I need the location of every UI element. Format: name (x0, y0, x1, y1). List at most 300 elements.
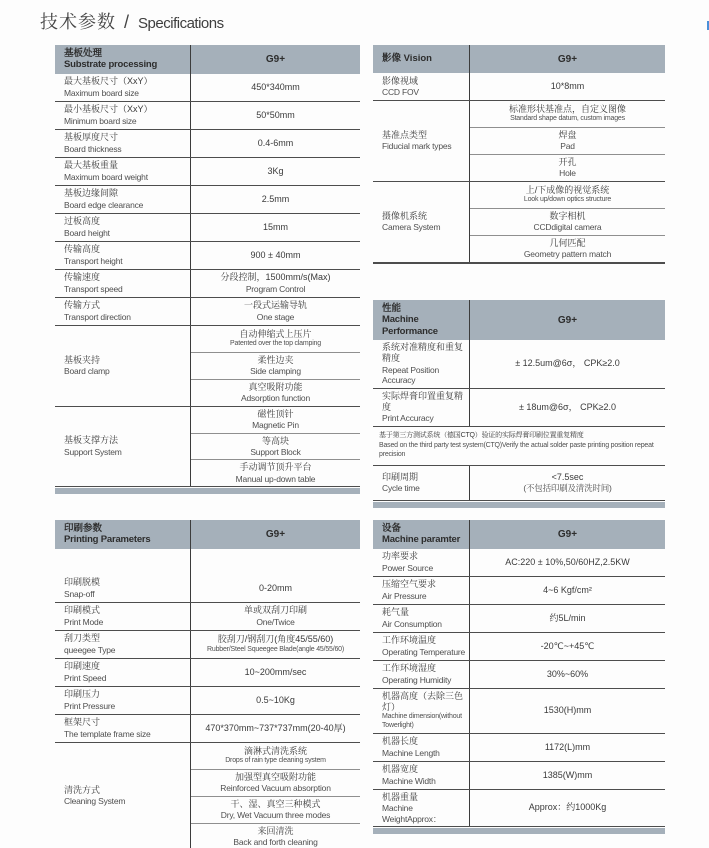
value-cell (470, 605, 665, 632)
value-cell (191, 214, 360, 241)
value-line-1: 0-20mm (258, 582, 292, 593)
value-cell (470, 154, 665, 181)
row-label-en: Power Source (382, 562, 433, 573)
value-cell (191, 242, 360, 269)
row-label (55, 214, 190, 241)
row-values (469, 734, 665, 761)
row-values (469, 389, 665, 426)
table-machine-performance (373, 300, 665, 508)
row-label-zh: 刮刀类型 (64, 633, 101, 644)
row-label (55, 242, 190, 269)
value-line-2: (不包括印刷及清洗时间) (523, 483, 612, 494)
table-row (55, 715, 360, 743)
table-row (55, 659, 360, 687)
value-line-1: 1172(L)mm (544, 741, 591, 752)
row-label (55, 659, 190, 686)
value-line-1: 干、湿、真空三种模式 (230, 798, 321, 809)
value-cell (470, 734, 665, 761)
row-label (55, 298, 190, 325)
row-label-zh: 基板支撑方法 (64, 435, 119, 446)
row-label-en: Board thickness (64, 143, 122, 154)
value-line-1: 0.5~10Kg (256, 694, 295, 705)
value-cell (191, 687, 360, 714)
value-line-1: 手动调节顶升平台 (239, 462, 312, 473)
table-title (373, 45, 469, 73)
row-label (373, 762, 469, 789)
value-cell (191, 102, 360, 129)
row-values (469, 101, 665, 181)
table-row (55, 603, 360, 631)
footer-bar (373, 828, 665, 834)
row-label-en: Print Mode (64, 616, 104, 627)
value-line-2: One stage (256, 311, 295, 322)
table-row (373, 605, 665, 633)
value-line-2: Geometry pattern match (523, 248, 612, 259)
row-label (373, 633, 469, 660)
value-cell (470, 208, 665, 235)
row-label-en: Machine dimension(without Towerlight) (382, 713, 462, 730)
row-values (190, 214, 360, 241)
row-label-en: Support System (64, 446, 122, 457)
row-label (373, 466, 469, 500)
row-label-zh: 基准点类型 (382, 129, 428, 140)
row-label-zh: 印刷压力 (64, 689, 101, 700)
value-line-2: Back and forth cleaning (233, 836, 318, 847)
table-printing-parameters (55, 520, 360, 848)
table-row (55, 687, 360, 715)
row-label (55, 186, 190, 213)
table-header (55, 45, 360, 74)
table-row (55, 186, 360, 214)
value-cell (470, 549, 665, 576)
row-label (55, 549, 190, 575)
value-cell (191, 326, 360, 352)
row-values (190, 130, 360, 157)
row-label-zh: 最小基板尺寸（XxY） (64, 104, 153, 115)
value-line-2: Adsorption function (241, 392, 310, 403)
value-cell (470, 577, 665, 604)
table-row (373, 466, 665, 501)
value-line-1: 450*340mm (251, 81, 300, 92)
value-line-2: Support Block (250, 446, 301, 457)
value-line-1: 900 ± 40mm (250, 249, 301, 260)
table-row (373, 734, 665, 762)
table-header (373, 520, 665, 549)
row-label (55, 407, 190, 487)
row-label-en: Camera System (382, 221, 441, 232)
row-label (55, 687, 190, 714)
value-line-1: ± 18um@6σ， CPK≥2.0 (518, 401, 617, 412)
row-label-zh: 工作环境湿度 (382, 663, 437, 674)
row-label-zh: 基板厚度尺寸 (64, 132, 119, 143)
row-values (190, 186, 360, 213)
value-line-1: 3Kg (267, 165, 284, 176)
row-label-en: Operating Temperature (382, 646, 466, 657)
table-header (373, 45, 665, 73)
row-values (469, 549, 665, 576)
value-cell (470, 340, 665, 388)
row-values (190, 549, 360, 575)
row-label-zh: 工作环境温度 (382, 635, 437, 646)
value-cell (191, 270, 360, 297)
row-label (55, 743, 190, 848)
row-label (55, 603, 190, 630)
value-line-2: Manual up-down table (235, 473, 316, 484)
value-line-1: 1530(H)mm (543, 705, 592, 716)
row-label-en: The template frame size (64, 728, 151, 739)
table-row (55, 130, 360, 158)
value-line-1: 约5L/min (549, 612, 586, 623)
row-label-en: Cleaning System (64, 796, 126, 807)
row-label-en: Fiducial mark types (382, 141, 452, 152)
value-line-1: 焊盘 (558, 130, 577, 140)
value-cell (191, 769, 360, 796)
value-line-1: 柔性边夹 (257, 354, 294, 365)
note-text-zh: 基于第三方测试系统（德国CTQ）验证的实际焊膏印刷位置重复精度 (379, 432, 584, 440)
value-cell (191, 659, 360, 686)
row-label (373, 389, 469, 426)
value-cell (191, 823, 360, 848)
column-header-g9: G9+ (469, 300, 665, 340)
value-line-1: 15mm (262, 221, 288, 232)
table-title-zh: 性能 (382, 303, 402, 314)
table-title-en: Printing Parameters (64, 534, 151, 546)
value-line-1: 标准形状基准点，自定义图像 (508, 104, 626, 114)
value-cell (470, 661, 665, 688)
table-row (373, 577, 665, 605)
row-label (373, 790, 469, 827)
row-values (190, 158, 360, 185)
value-line-2: Hole (559, 168, 576, 179)
row-label (55, 74, 190, 101)
row-label-zh: 压缩空气要求 (382, 579, 437, 590)
value-line-1: 来回清洗 (257, 825, 294, 836)
table-row (373, 633, 665, 661)
table-title-text: 影像 Vision (382, 53, 432, 65)
row-values (469, 466, 665, 500)
value-line-1: ± 12.5um@6σ， CPK≥2.0 (515, 358, 620, 369)
table-row (373, 73, 665, 101)
table-row (55, 74, 360, 102)
table-machine-parameter (373, 520, 665, 834)
column-header-g9: G9+ (190, 520, 360, 549)
row-label (55, 575, 190, 602)
value-line-1: 上/下成像的视觉系统 (525, 184, 610, 195)
value-line-2: One/Twice (256, 616, 295, 627)
row-label-en: Machine Width (382, 775, 436, 786)
value-cell (191, 74, 360, 101)
table-row (373, 101, 665, 182)
value-line-1: 分段控制，1500mm/s(Max) (220, 272, 331, 283)
value-cell (191, 433, 360, 460)
value-cell (191, 631, 360, 658)
row-label-en: Maximum board weight (64, 171, 148, 182)
table-title-en: Substrate processing (64, 59, 158, 71)
value-cell (191, 715, 360, 742)
row-label-en: Maximum board size (64, 87, 139, 98)
value-line-1: 1385(W)mm (542, 769, 593, 780)
value-cell (191, 352, 360, 379)
value-line-2: Rubber/Steel Squeegee Blade(angle 45/55/60) (207, 645, 344, 653)
row-label-zh: 机器高度（去除三色灯） (382, 690, 464, 713)
row-label (373, 577, 469, 604)
value-line-1: -20℃~+45℃ (540, 640, 595, 651)
row-label-en: Transport height (64, 255, 123, 266)
value-line-1: 0.4-6mm (257, 137, 294, 148)
row-values (190, 242, 360, 269)
row-values (190, 298, 360, 325)
row-label-zh: 清洗方式 (64, 785, 101, 796)
row-values (190, 743, 360, 848)
row-label-zh: 实际焊膏印置重复精度 (382, 390, 464, 413)
row-values (469, 762, 665, 789)
value-line-1: AC:220 ± 10%,50/60HZ,2.5KW (505, 556, 630, 567)
column-header-g9: G9+ (469, 520, 665, 549)
value-line-2: Standard shape datum, custom images (510, 115, 625, 123)
value-line-2: Look up/down optics structure (523, 196, 612, 203)
row-label-en: Minimum board size (64, 115, 137, 126)
table-title-zh: 设备 (382, 523, 402, 534)
value-line-2: Drops of rain type cleaning system (225, 757, 326, 765)
row-values (190, 631, 360, 658)
value-cell (191, 186, 360, 213)
table-row (373, 182, 665, 263)
row-label-en: Cycle time (382, 483, 420, 494)
row-label (373, 661, 469, 688)
row-label-en: Board height (64, 227, 110, 238)
row-label-en: Machine Length (382, 747, 440, 758)
row-label-zh: 基板边缘间隙 (64, 188, 119, 199)
table-row (373, 790, 665, 828)
value-cell (191, 407, 360, 433)
row-label-zh: 摄像机系统 (382, 210, 428, 221)
table-header (373, 300, 665, 340)
row-label-zh: 印刷速度 (64, 661, 101, 672)
row-values (469, 340, 665, 388)
row-label-en: Print Accuracy (382, 413, 434, 424)
value-line-2: Program Control (245, 283, 306, 294)
spacer-row (55, 549, 360, 575)
table-row (55, 631, 360, 659)
row-values (190, 603, 360, 630)
row-label-zh: 机器重量 (382, 791, 419, 802)
row-label (373, 689, 469, 733)
row-label-en: Operating Humidity (382, 674, 452, 685)
row-values (469, 577, 665, 604)
table-row (55, 158, 360, 186)
table-title-en: Machine paramter (382, 534, 461, 546)
row-values (190, 659, 360, 686)
row-label (373, 734, 469, 761)
table-title (373, 520, 469, 549)
row-values (469, 605, 665, 632)
table-substrate-processing (55, 45, 360, 494)
table-row (55, 242, 360, 270)
row-label (373, 605, 469, 632)
value-line-2: Magnetic Pin (252, 419, 299, 430)
row-label-zh: 影像视域 (382, 75, 419, 86)
row-label-zh: 过板高度 (64, 216, 101, 227)
row-label (373, 340, 469, 388)
table-row (373, 762, 665, 790)
value-line-1: 30%~60% (546, 668, 589, 679)
row-label-zh: 最大基板尺寸（XxY） (64, 76, 153, 87)
value-line-1: 滴淋式清洗系统 (243, 745, 307, 756)
table-title (55, 45, 190, 74)
value-cell (470, 762, 665, 789)
value-cell (470, 127, 665, 154)
value-cell (470, 235, 665, 262)
row-values (190, 575, 360, 602)
value-line-1: 等高块 (261, 435, 289, 446)
row-label (373, 549, 469, 576)
table-row (55, 326, 360, 407)
value-line-1: <7.5sec (551, 471, 584, 482)
row-values (469, 661, 665, 688)
row-values (190, 715, 360, 742)
note-row (373, 427, 665, 466)
row-label-en: queegee Type (64, 644, 116, 655)
row-values (190, 74, 360, 101)
value-line-1: 4~6 Kgf/cm² (543, 584, 592, 595)
page-title (40, 8, 224, 34)
row-values (190, 326, 360, 406)
row-label-en: Transport direction (64, 311, 131, 322)
row-label-en: Snap-off (64, 588, 95, 599)
table-row (55, 214, 360, 242)
value-line-1: 10*8mm (550, 80, 585, 91)
row-values (190, 407, 360, 487)
value-line-1: 磁性顶针 (257, 408, 294, 419)
row-values (469, 73, 665, 100)
table-vision (373, 45, 665, 264)
table-title-en: Machine Performance (382, 314, 438, 337)
row-label-zh: 机器宽度 (382, 764, 419, 775)
row-label-zh: 基板夹持 (64, 354, 101, 365)
value-cell (191, 298, 360, 325)
value-cell (191, 796, 360, 823)
value-cell (191, 743, 360, 769)
table-row (55, 270, 360, 298)
value-cell (470, 73, 665, 100)
row-label-en: Repeat Position Accuracy (382, 364, 440, 386)
row-label-zh: 印刷模式 (64, 605, 101, 616)
value-line-1: 胶刮刀/钢刮刀(角度45/55/60) (217, 634, 334, 645)
table-title (55, 520, 190, 549)
row-values (190, 687, 360, 714)
row-label-en: Air Pressure (382, 590, 427, 601)
row-label-zh: 系统对准精度和重复精度 (382, 342, 464, 364)
value-line-1: 10~200mm/sec (244, 666, 307, 677)
row-label-zh: 印刷周期 (382, 471, 419, 482)
page-title-en: Specifications (138, 15, 224, 32)
value-line-1: 加强型真空吸附功能 (234, 771, 316, 782)
table-row (55, 298, 360, 326)
table-row (373, 389, 665, 427)
value-cell (191, 130, 360, 157)
row-label (55, 631, 190, 658)
row-label-zh: 机器长度 (382, 736, 419, 747)
row-label-zh: 最大基板重量 (64, 160, 119, 171)
value-line-1: 单或双刮刀印刷 (243, 605, 307, 616)
value-line-1: 数字相机 (549, 210, 586, 221)
row-label (55, 270, 190, 297)
column-header-g9: G9+ (190, 45, 360, 74)
row-label-en: Print Speed (64, 672, 107, 683)
value-cell (470, 182, 665, 208)
table-row (373, 549, 665, 577)
row-label-en: Air Consumption (382, 618, 442, 629)
row-label-zh: 传输高度 (64, 244, 101, 255)
footer-bar (55, 488, 360, 494)
value-cell (470, 790, 665, 827)
row-values (469, 790, 665, 827)
row-label-zh: 传输速度 (64, 272, 101, 283)
table-header (55, 520, 360, 549)
value-cell (191, 459, 360, 486)
page-title-zh: 技术参数 (40, 12, 116, 32)
value-cell (470, 389, 665, 426)
row-label-zh: 框架尺寸 (64, 717, 101, 728)
row-label-en: Machine WeightApprox： (382, 803, 442, 824)
table-row (373, 340, 665, 389)
value-line-1: 470*370mm~737*737mm(20-40厚) (205, 722, 346, 733)
row-values (469, 633, 665, 660)
row-label (373, 101, 469, 181)
table-title-zh: 印刷参数 (64, 523, 103, 534)
row-label-zh: 印刷脱模 (64, 577, 101, 588)
value-cell (470, 466, 665, 500)
page-title-separator: / (124, 12, 131, 32)
value-cell (470, 689, 665, 733)
row-label-zh: 功率要求 (382, 551, 419, 562)
table-row (55, 575, 360, 603)
value-line-2: Reinforced Vacuum absorption (220, 783, 331, 794)
row-label-zh: 传输方式 (64, 300, 101, 311)
value-line-1: 2.5mm (261, 193, 290, 204)
table-row (55, 102, 360, 130)
table-row (373, 661, 665, 689)
value-cell (191, 575, 360, 602)
value-line-1: 一段式运输导轨 (243, 300, 307, 311)
value-line-2: Pad (560, 141, 575, 152)
value-cell (191, 158, 360, 185)
table-row (373, 689, 665, 734)
value-line-1: 开孔 (558, 156, 577, 167)
value-line-1: 50*50mm (256, 109, 295, 120)
row-label (55, 715, 190, 742)
value-line-2: CCDdigital camera (533, 222, 602, 232)
value-cell (191, 379, 360, 406)
column-header-g9: G9+ (469, 45, 665, 73)
row-label-en: Board edge clearance (64, 199, 144, 210)
value-cell (470, 633, 665, 660)
value-line-2: Dry, Wet Vacuum three modes (220, 809, 331, 820)
row-label-en: CCD FOV (382, 86, 419, 97)
value-line-1: 真空吸附功能 (248, 381, 303, 392)
row-label-en: Board clamp (64, 365, 110, 376)
note-text-en: Based on the third party test system(CTQ)Verify the actual solder paste printing position repeat precision (379, 441, 654, 459)
row-values (190, 102, 360, 129)
row-label (55, 102, 190, 129)
table-title-zh: 基板处理 (64, 48, 103, 59)
value-cell (191, 603, 360, 630)
value-line-1: Approx：约1000Kg (528, 802, 607, 813)
value-line-1: 几何匹配 (549, 237, 586, 248)
value-line-2: Side clamping (250, 366, 301, 377)
row-values (190, 270, 360, 297)
table-title (373, 300, 469, 340)
